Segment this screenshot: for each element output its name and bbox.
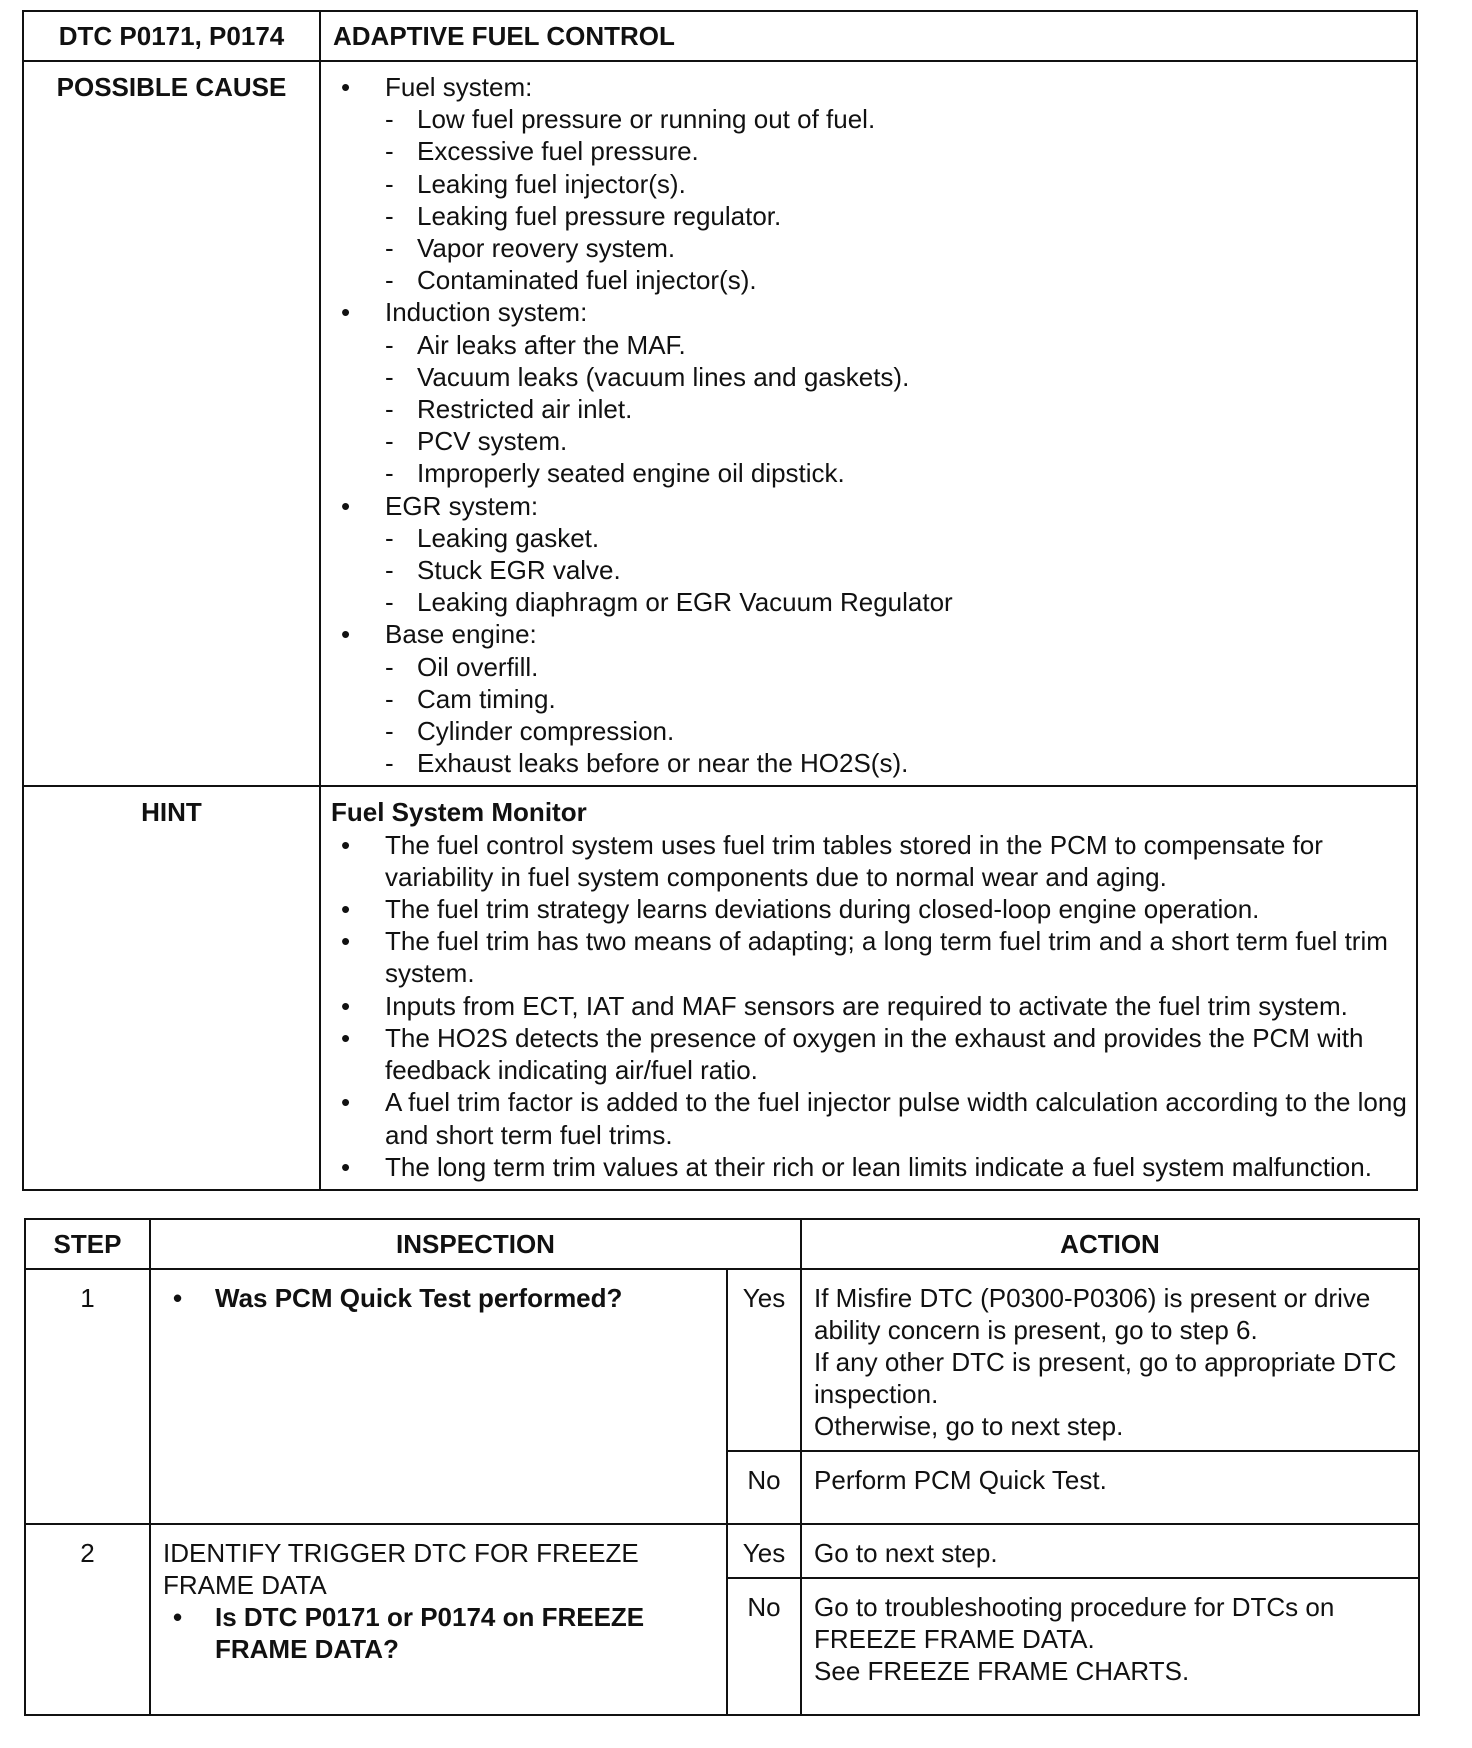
cause-item-text: Vacuum leaks (vacuum lines and gaskets). [417,361,910,392]
hint-item [331,1086,1408,1150]
cause-item-text: Leaking fuel pressure regulator. [417,200,782,231]
dash-icon: - [385,748,394,779]
no-label: No [727,1578,801,1715]
bullet-icon: • [341,619,351,650]
hint-label: HINT [23,786,320,1189]
cause-item [385,586,1408,618]
cause-item [385,554,1408,586]
cause-item [385,522,1408,554]
inspection-steps-table [24,1218,1420,1716]
hint-item-text: The fuel trim has two means of adapting; a long term fuel trim and a short term fuel trim system. [385,926,1388,989]
dash-icon: - [385,104,394,135]
inspection-header: INSPECTION [150,1219,801,1269]
bullet-icon: • [173,1283,183,1313]
bullet-icon: • [341,297,351,328]
hint-item [331,990,1408,1022]
dash-icon: - [385,200,394,231]
cause-item [385,103,1408,135]
hint-item-text: A fuel trim factor is added to the fuel injector pulse width calculation according to the long and short term fuel trims. [385,1087,1407,1150]
dash-icon: - [385,555,394,586]
bullet-icon: • [341,990,351,1021]
cause-item-text: Improperly seated engine oil dipstick. [417,458,845,489]
cause-group-title: Fuel system: [385,72,533,102]
cause-item-text: Low fuel pressure or running out of fuel. [417,104,876,135]
inspection-question-text: Is DTC P0171 or P0174 on FREEZE FRAME DATA? [215,1602,645,1664]
cause-item [385,232,1408,264]
cause-item [385,264,1408,296]
action-line: Go to next step. [814,1538,998,1568]
yes-label: Yes [727,1269,801,1451]
hint-item-text: The fuel control system uses fuel trim tables stored in the PCM to compensate for variability in fuel system components due to normal wear and aging. [385,829,1323,892]
cause-group-title: EGR system: [385,490,539,521]
cause-group [331,71,1408,296]
cause-group [331,296,1408,489]
cause-item [385,715,1408,747]
step-number: 1 [25,1269,150,1524]
cause-group-title: Induction system: [385,297,588,328]
hint-title: Fuel System Monitor [331,797,587,828]
dash-icon: - [385,233,394,264]
dash-icon: - [385,522,394,553]
cause-item-text: Excessive fuel pressure. [417,136,699,167]
action-line: If Misfire DTC (P0300-P0306) is present or drive ability concern is present, go to step 6. [814,1283,1371,1345]
possible-cause-row [23,61,1417,786]
dash-icon: - [385,361,394,392]
cause-item [385,425,1408,457]
no-action [801,1578,1419,1715]
cause-group-title: Base engine: [385,619,537,650]
cause-item-text: Vapor reovery system. [417,233,676,264]
cause-item-text: Cam timing. [417,683,556,714]
dash-icon: - [385,136,394,167]
step-header: STEP [25,1219,150,1269]
hint-item-text: Inputs from ECT, IAT and MAF sensors are required to activate the fuel trim system. [385,990,1348,1021]
info-header-row [23,11,1417,61]
bullet-icon: • [341,490,351,521]
bullet-icon: • [341,1151,351,1182]
cause-item [385,329,1408,361]
cause-item [385,747,1408,779]
action-header: ACTION [801,1219,1419,1269]
step-row-2-yes [25,1524,1419,1578]
bullet-icon: • [341,829,351,860]
step-row-1-yes [25,1269,1419,1451]
dash-icon: - [385,651,394,682]
cause-item-text: Contaminated fuel injector(s). [417,265,757,296]
hint-item-text: The fuel trim strategy learns deviations during closed-loop engine operation. [385,894,1260,925]
possible-cause-list [320,61,1417,786]
action-line: Go to troubleshooting procedure for DTCs on FREEZE FRAME DATA. [814,1592,1335,1654]
cause-item-text: Leaking gasket. [417,522,600,553]
cause-item-text: Exhaust leaks before or near the HO2S(s). [417,748,909,779]
dtc-info-table [22,10,1418,1191]
yes-action [801,1269,1419,1451]
dtc-code: DTC P0171, P0174 [23,11,320,61]
dash-icon: - [385,168,394,199]
bullet-icon: • [341,1087,351,1118]
possible-cause-label: POSSIBLE CAUSE [23,61,320,786]
yes-label: Yes [727,1524,801,1578]
dash-icon: - [385,394,394,425]
cause-group [331,618,1408,779]
dash-icon: - [385,587,394,618]
no-label: No [727,1451,801,1524]
steps-header-row [25,1219,1419,1269]
cause-item [385,361,1408,393]
cause-item-text: Leaking fuel injector(s). [417,168,686,199]
bullet-icon: • [341,1022,351,1053]
dash-icon: - [385,329,394,360]
hint-item [331,1022,1408,1086]
action-line: Otherwise, go to next step. [814,1411,1124,1441]
cause-item [385,393,1408,425]
hint-item [331,829,1408,893]
cause-item [385,457,1408,489]
bullet-icon: • [341,926,351,957]
inspection-text: IDENTIFY TRIGGER DTC FOR FREEZE FRAME DATA [163,1538,639,1600]
hint-item [331,925,1408,989]
dtc-title: ADAPTIVE FUEL CONTROL [320,11,1417,61]
hint-item [331,893,1408,925]
action-line: See FREEZE FRAME CHARTS. [814,1656,1190,1686]
dash-icon: - [385,426,394,457]
hint-content [320,786,1417,1189]
dash-icon: - [385,683,394,714]
cause-item [385,683,1408,715]
cause-item-text: Leaking diaphragm or EGR Vacuum Regulator [417,587,953,618]
dash-icon: - [385,265,394,296]
cause-item [385,135,1408,167]
cause-item [385,651,1408,683]
inspection-cell [150,1269,727,1524]
dash-icon: - [385,458,394,489]
cause-item [385,168,1408,200]
action-line: If any other DTC is present, go to appropriate DTC inspection. [814,1347,1397,1409]
cause-item [385,200,1408,232]
cause-item-text: PCV system. [417,426,568,457]
inspection-question [163,1601,716,1665]
inspection-question-text: Was PCM Quick Test performed? [215,1283,623,1313]
inspection-cell [150,1524,727,1715]
yes-action [801,1524,1419,1578]
cause-group [331,490,1408,619]
dash-icon: - [385,716,394,747]
hint-row [23,786,1417,1189]
bullet-icon: • [341,72,351,102]
action-line: Perform PCM Quick Test. [814,1465,1107,1495]
bullet-icon: • [341,894,351,925]
hint-item-text: The HO2S detects the presence of oxygen in the exhaust and provides the PCM with feedback indicating air/fuel ratio. [385,1022,1364,1086]
inspection-question [163,1282,716,1314]
cause-item-text: Stuck EGR valve. [417,555,621,586]
hint-item-text: The long term trim values at their rich or lean limits indicate a fuel system malfunction. [385,1151,1372,1182]
cause-item-text: Air leaks after the MAF. [417,329,686,360]
hint-item [331,1151,1408,1183]
bullet-icon: • [173,1602,183,1632]
cause-item-text: Cylinder compression. [417,716,675,747]
cause-item-text: Oil overfill. [417,651,539,682]
step-number: 2 [25,1524,150,1715]
no-action [801,1451,1419,1524]
cause-item-text: Restricted air inlet. [417,394,633,425]
